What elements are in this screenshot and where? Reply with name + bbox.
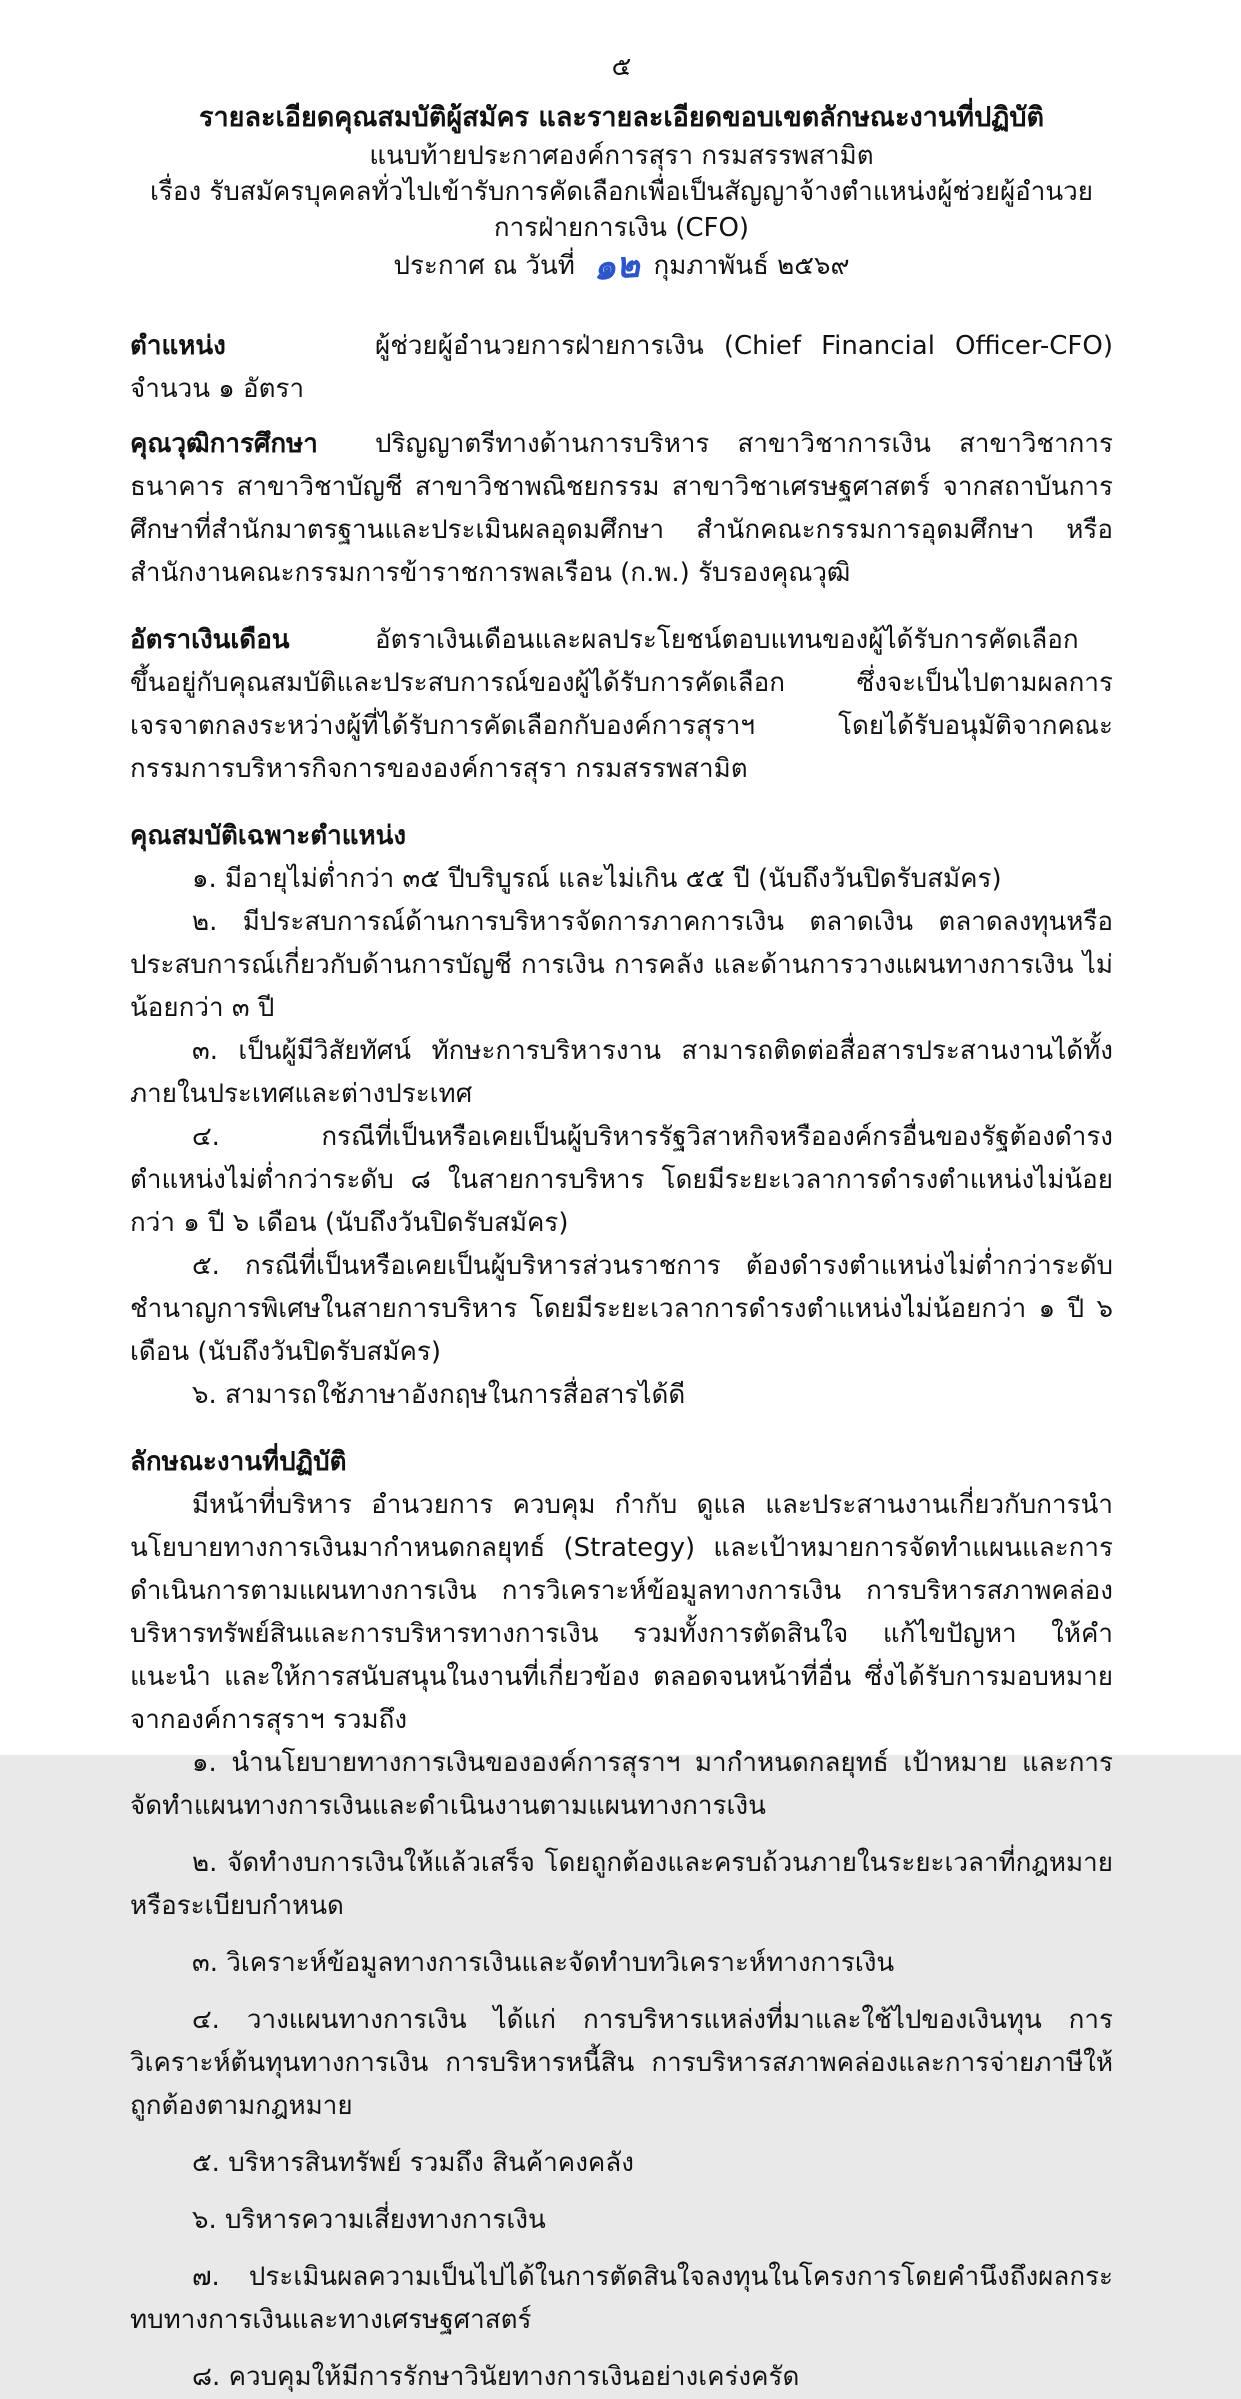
page-number: ๕ <box>611 52 632 82</box>
qualification-item: ๖. สามารถใช้ภาษาอังกฤษในการสื่อสารได้ดี <box>192 1380 686 1410</box>
handwritten-day: ๑๒ <box>591 244 641 289</box>
position-value: ผู้ช่วยผู้อำนวยการฝ่ายการเงิน (Chief Financial Officer-CFO) จำนวน ๑ อัตรา <box>130 331 1113 404</box>
duty-item: ๖. บริหารความเสี่ยงทางการเงิน <box>192 2205 546 2235</box>
announcement-date-line <box>130 244 1113 289</box>
duty-item: ๘. ควบคุมให้มีการรักษาวินัยทางการเงินอย่างเคร่งครัด <box>192 2362 800 2392</box>
position-row <box>130 325 1113 411</box>
duties-list <box>130 1742 1113 2399</box>
duty-item: ๒. จัดทำงบการเงินให้แล้วเสร็จ โดยถูกต้องและครบถ้วนภายในระยะเวลาที่กฎหมายหรือระเบียบกำหนด <box>130 1848 1113 1921</box>
qualification-item: ๓. เป็นผู้มีวิสัยทัศน์ ทักษะการบริหารงาน สามารถติดต่อสื่อสารประสานงานได้ทั้งภายในประเทศและต่างประเทศ <box>130 1036 1113 1109</box>
qualification-item: ๕. กรณีที่เป็นหรือเคยเป็นผู้บริหารส่วนราชการ ต้องดำรงตำแหน่งไม่ต่ำกว่าระดับชำนาญการพิเศษในสายการบริหาร โดยมีระยะเวลาการดำรงตำแหน่งไม่น้อยกว่า ๑ ปี ๖ เดือน (นับถึงวันปิดรับสมัคร) <box>130 1251 1113 1367</box>
education-label: คุณวุฒิการศึกษา <box>130 429 318 459</box>
duty-item: ๔. วางแผนทางการเงิน ได้แก่ การบริหารแหล่งที่มาและใช้ไปของเงินทุน การวิเคราะห์ต้นทุนทางการเงิน การบริหารหนี้สิน การบริหารสภาพคล่องและการจ่ายภาษีให้ถูกต้องตามกฎหมาย <box>130 2005 1113 2121</box>
qualification-item: ๒. มีประสบการณ์ด้านการบริหารจัดการภาคการเงิน ตลาดเงิน ตลาดลงทุนหรือประสบการณ์เกี่ยวกับด้านการบัญชี การเงิน การคลัง และด้านการวางแผนทางการเงิน ไม่น้อยกว่า ๓ ปี <box>130 907 1113 1023</box>
duties-heading: ลักษณะงานที่ปฏิบัติ <box>130 1447 347 1477</box>
announce-date-prefix: ประกาศ ณ วันที่ <box>393 251 575 281</box>
qualification-item: ๑. มีอายุไม่ต่ำกว่า ๓๕ ปีบริบูรณ์ และไม่เกิน ๕๕ ปี (นับถึงวันปิดรับสมัคร) <box>192 864 1002 894</box>
document-subtitle: แนบท้ายประกาศองค์การสุรา กรมสรรพสามิต <box>369 141 874 171</box>
qualification-item: ๔. กรณีที่เป็นหรือเคยเป็นผู้บริหารรัฐวิสาหกิจหรือองค์กรอื่นของรัฐต้องดำรงตำแหน่งไม่ต่ำกว่าระดับ ๘ ในสายการบริหาร โดยมีระยะเวลาการดำรงตำแหน่งไม่น้อยกว่า ๑ ปี ๖ เดือน (นับถึงวันปิดรับสมัคร) <box>130 1122 1113 1238</box>
duty-item: ๓. วิเคราะห์ข้อมูลทางการเงินและจัดทำบทวิเคราะห์ทางการเงิน <box>192 1948 895 1978</box>
document-header <box>130 100 1113 289</box>
salary-value: อัตราเงินเดือนและผลประโยชน์ตอบแทนของผู้ได้รับการคัดเลือกขึ้นอยู่กับคุณสมบัติและประสบการณ์ของผู้ได้รับการคัดเลือก ซึ่งจะเป็นไปตามผลการเจรจาตกลงระหว่างผู้ที่ได้รับการคัดเลือกกับองค์การสุราฯ โดยได้รับอนุมัติจากคณะกรรมการบริหารกิจการขององค์การสุรา กรมสรรพสามิต <box>130 625 1113 784</box>
salary-paragraph <box>130 619 1113 791</box>
duty-item: ๗. ประเมินผลความเป็นไปได้ในการตัดสินใจลงทุนในโครงการโดยคำนึงถึงผลกระทบทางการเงินและทางเศรษฐศาสตร์ <box>130 2262 1113 2335</box>
position-label: ตำแหน่ง <box>130 331 226 361</box>
announce-date-suffix: กุมภาพันธ์ ๒๕๖๙ <box>653 251 850 281</box>
education-paragraph <box>130 423 1113 595</box>
duties-intro: มีหน้าที่บริหาร อำนวยการ ควบคุม กำกับ ดูแล และประสานงานเกี่ยวกับการนำนโยบายทางการเงินมากำหนดกลยุทธ์ (Strategy) และเป้าหมายการจัดทำแผนและการดำเนินการตามแผนทางการเงิน การวิเคราะห์ข้อมูลทางการเงิน การบริหารสภาพคล่อง บริหารทรัพย์สินและการบริหารทางการเงิน รวมทั้งการตัดสินใจ แก้ไขปัญหา ให้คำแนะนำ และให้การสนับสนุนในงานที่เกี่ยวข้อง ตลอดจนหน้าที่อื่น ซึ่งได้รับการมอบหมายจากองค์การสุราฯ รวมถึง <box>130 1490 1113 1735</box>
education-value: ปริญญาตรีทางด้านการบริหาร สาขาวิชาการเงิน สาขาวิชาการธนาคาร สาขาวิชาบัญชี สาขาวิชาพณิชยกรรม สาขาวิชาเศรษฐศาสตร์ จากสถาบันการศึกษาที่สำนักมาตรฐานและประเมินผลอุดมศึกษา สำนักคณะกรรมการอุดมศึกษา หรือสำนักงานคณะกรรมการข้าราชการพลเรือน (ก.พ.) รับรองคุณวุฒิ <box>130 429 1113 588</box>
duty-item: ๑. นำนโยบายทางการเงินขององค์การสุราฯ มากำหนดกลยุทธ์ เป้าหมาย และการจัดทำแผนทางการเงินและดำเนินงานตามแผนทางการเงิน <box>130 1748 1113 1821</box>
duty-item: ๕. บริหารสินทรัพย์ รวมถึง สินค้าคงคลัง <box>192 2148 634 2178</box>
qualifications-heading: คุณสมบัติเฉพาะตำแหน่ง <box>130 821 407 851</box>
document-subject: เรื่อง รับสมัครบุคคลทั่วไปเข้ารับการคัดเลือกเพื่อเป็นสัญญาจ้างตำแหน่งผู้ช่วยผู้อำนวยการฝ่ายการเงิน (CFO) <box>149 177 1094 243</box>
qualifications-list <box>130 858 1113 1417</box>
salary-label: อัตราเงินเดือน <box>130 625 290 655</box>
document-title: รายละเอียดคุณสมบัติผู้สมัคร และรายละเอียดขอบเขตลักษณะงานที่ปฏิบัติ <box>198 102 1045 133</box>
